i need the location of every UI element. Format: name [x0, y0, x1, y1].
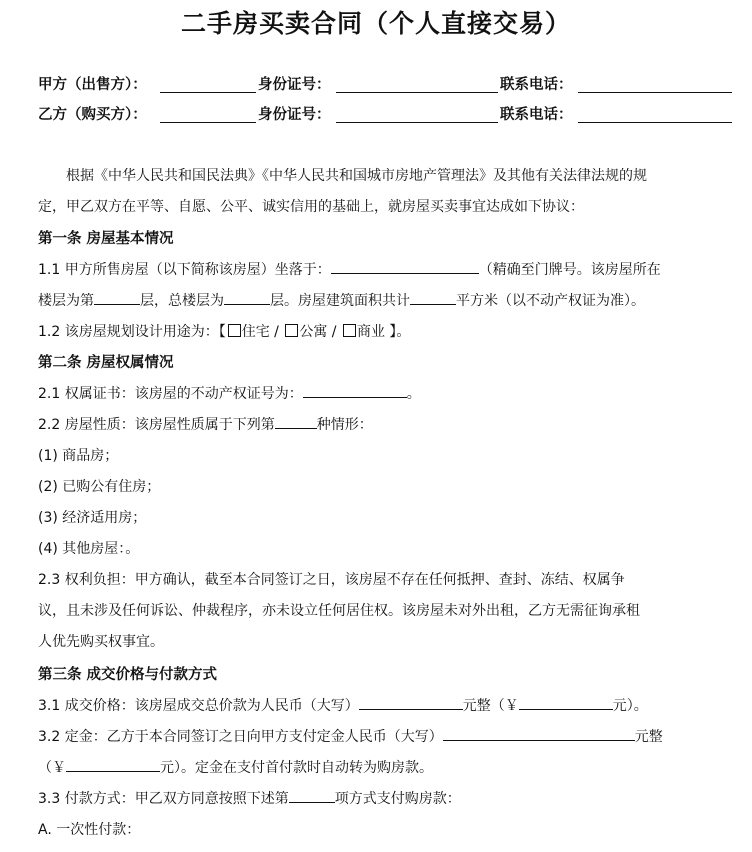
party-a-phone-field[interactable]: [578, 92, 732, 93]
total-floors-field[interactable]: [224, 290, 270, 305]
property-type-field[interactable]: [275, 414, 317, 429]
clause-text: 3.1 成交价格：该房屋成交总价款为人民币（大写）: [38, 698, 359, 714]
clause-2-2: [38, 410, 728, 441]
clause-2-1: [38, 379, 728, 410]
address-field[interactable]: [331, 259, 479, 274]
party-a-label: 甲方（出售方）：: [38, 77, 147, 93]
article-1: [38, 224, 728, 348]
clause-text: 2.1 权属证书：该房屋的不动产权证号为：: [38, 386, 303, 402]
party-b-phone-label: 联系电话：: [500, 107, 573, 123]
checkbox-apartment[interactable]: [285, 324, 298, 337]
article-2-heading: 第二条 房屋权属情况: [38, 355, 174, 371]
party-b-phone-field[interactable]: [578, 122, 732, 123]
clause-text: 元整: [634, 729, 663, 745]
floor-field[interactable]: [94, 290, 140, 305]
party-b-id-field[interactable]: [336, 122, 498, 123]
party-a-name-field[interactable]: [160, 92, 256, 93]
deposit-words-field[interactable]: [443, 726, 635, 741]
clause-text: 项方式支付购房款：: [334, 791, 461, 807]
clause-text: 】。: [384, 324, 411, 340]
clause-text: （精确至门牌号。该房屋所在: [478, 262, 661, 278]
article-2: [38, 348, 728, 658]
clause-3-3: [38, 784, 728, 815]
clause-text: 1.2 该房屋规划设计用途为：【: [38, 324, 226, 340]
deposit-number-field[interactable]: [66, 757, 160, 772]
list-item: (3) 经济适用房；: [38, 510, 147, 526]
clause-text: 层，总楼层为: [140, 293, 224, 309]
clause-3-2-line-2: [38, 753, 728, 784]
intro-paragraph: [38, 161, 728, 223]
clause-3-1: [38, 691, 728, 722]
clause-1-2: [38, 317, 728, 348]
clause-2-3-line-3: 人优先购买权事宜。: [38, 634, 164, 650]
clause-1-1-line-2: [38, 286, 728, 317]
clause-3-2-line-1: [38, 722, 728, 753]
article-3: [38, 660, 728, 846]
price-words-field[interactable]: [359, 695, 463, 710]
clause-text: 元）。: [612, 698, 648, 714]
clause-text: 。: [406, 386, 421, 402]
option-commercial: 商业: [356, 324, 385, 340]
clause-text: 1.1 甲方所售房屋（以下简称该房屋）坐落于：: [38, 262, 331, 278]
party-a-phone-label: 联系电话：: [500, 77, 573, 93]
party-b-label: 乙方（购买方）：: [38, 107, 147, 123]
clause-text: 3.3 付款方式：甲乙双方同意按照下述第: [38, 791, 289, 807]
clause-text: 楼层为第: [38, 293, 94, 309]
property-cert-field[interactable]: [303, 383, 407, 398]
checkbox-commercial[interactable]: [343, 324, 356, 337]
option-residential: 住宅: [241, 324, 270, 340]
payment-option-field[interactable]: [289, 788, 335, 803]
clause-text: 元整（￥: [462, 698, 519, 714]
intro-line-2: 定，甲乙双方在平等、自愿、公平、诚实信用的基础上，就房屋买卖事宜达成如下协议：: [38, 199, 584, 215]
clause-text: 层。房屋建筑面积共计: [270, 293, 410, 309]
area-field[interactable]: [410, 290, 456, 305]
article-1-heading: 第一条 房屋基本情况: [38, 231, 174, 247]
clause-2-3-line-2: 议，且未涉及任何诉讼、仲裁程序，亦未设立任何居住权。该房屋未对外出租，乙方无需征询承租: [38, 603, 640, 619]
intro-line-1: 根据《中华人民共和国民法典》《中华人民共和国城市房地产管理法》及其他有关法律法规的规: [66, 168, 647, 184]
clause-text: 3.2 定金：乙方于本合同签订之日向甲方支付定金人民币（大写）: [38, 729, 443, 745]
list-item: (4) 其他房屋：。: [38, 541, 140, 557]
article-3-heading: 第三条 成交价格与付款方式: [38, 667, 218, 683]
clause-text: （￥: [38, 760, 66, 776]
clause-1-1-line-1: [38, 255, 728, 286]
clause-text: 元）。定金在支付首付款时自动转为购房款。: [160, 760, 433, 776]
option-apartment: 公寓: [299, 324, 328, 340]
clause-text: 种情形：: [316, 417, 373, 433]
party-a-id-label: 身份证号：: [258, 77, 331, 93]
clause-text: 2.2 房屋性质：该房屋性质属于下列第: [38, 417, 275, 433]
party-a-row: [38, 73, 738, 97]
list-item: (1) 商品房；: [38, 448, 119, 464]
clause-text: 平方米（以不动产权证为准）。: [456, 293, 645, 309]
party-b-name-field[interactable]: [160, 122, 256, 123]
payment-option-a: A. 一次性付款：: [38, 822, 141, 838]
contract-title: 二手房买卖合同（个人直接交易）: [180, 9, 571, 38]
separator: /: [269, 324, 284, 340]
list-item: (2) 已购公有住房；: [38, 479, 161, 495]
clause-2-3-line-1: 2.3 权利负担：甲方确认，截至本合同签订之日，该房屋不存在任何抵押、查封、冻结、权属争: [38, 572, 625, 588]
price-number-field[interactable]: [519, 695, 613, 710]
checkbox-residential[interactable]: [228, 324, 241, 337]
party-b-row: [38, 103, 738, 127]
separator: /: [327, 324, 341, 340]
party-b-id-label: 身份证号：: [258, 107, 331, 123]
party-a-id-field[interactable]: [336, 92, 498, 93]
